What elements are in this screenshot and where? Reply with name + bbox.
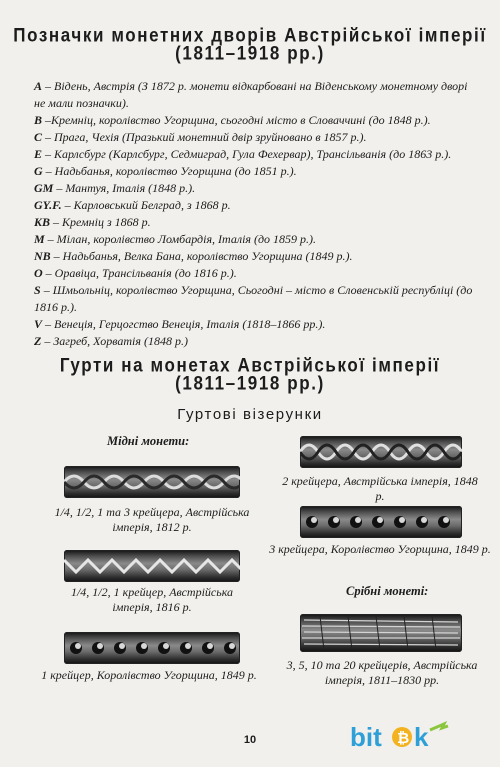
section-2-title: Гурти на монетах Австрійської імперії xyxy=(59,354,441,377)
mint-entry xyxy=(34,282,474,316)
page-number: 10 xyxy=(243,734,257,746)
mint-description: – Оравіца, Трансільванія (до 1816 р.). xyxy=(42,266,237,280)
mint-code: S xyxy=(34,283,41,297)
mint-code: Z xyxy=(34,334,42,348)
copper-coins-label: Мідні монети: xyxy=(107,434,190,448)
mint-entry xyxy=(34,163,474,180)
mint-code: GM xyxy=(34,181,54,195)
edge-image-silver-1811 xyxy=(300,614,462,652)
mint-code: G xyxy=(34,164,43,178)
mint-entry xyxy=(34,231,474,248)
mint-entry xyxy=(34,78,474,112)
mint-code: C xyxy=(34,130,43,144)
mint-description: – Прага, Чехія (Празький монетний двір зруйновано в 1857 р.). xyxy=(42,130,367,144)
edge-image-hungary-1849 xyxy=(300,506,462,538)
mint-code: A xyxy=(34,79,43,93)
caption-copper-1816: 1/4, 1/2, 1 крейцер, Австрійська імперія, 1816 р. xyxy=(70,585,234,614)
edge-patterns-subtitle: Гуртові візерунки xyxy=(177,406,323,423)
mint-description: – Шмьольніц, королівство Угорщина, Сьогодні – місто в Словенській республіці (до 1816 р.). xyxy=(34,283,473,314)
mint-description: – Надьбанья, Велка Бана, королівство Угорщина (1849 р.). xyxy=(50,249,353,263)
mint-code: GY.F. xyxy=(34,198,62,212)
svg-text:bit: bit xyxy=(350,722,382,752)
mint-description: – Кремніц з 1868 р. xyxy=(50,215,151,229)
section-1-years: (1811–1918 рр.) xyxy=(175,42,325,65)
caption-copper-1849: 1 крейцер, Королівство Угорщина, 1849 р. xyxy=(41,668,257,682)
mint-entry xyxy=(34,333,474,350)
mint-code: M xyxy=(34,232,45,246)
mint-entry xyxy=(34,197,474,214)
mint-code: V xyxy=(34,317,43,331)
mint-description: –Кремніц, королівство Угорщина, сьогодні місто в Словаччині (до 1848 р.). xyxy=(42,113,431,127)
mint-code: O xyxy=(34,266,43,280)
mint-description: – Карловський Белград, з 1868 р. xyxy=(61,198,231,212)
mint-code: E xyxy=(34,147,43,161)
edge-image-copper-1812 xyxy=(64,466,240,498)
mint-entry xyxy=(34,316,474,333)
mint-entry xyxy=(34,214,474,231)
mint-entry xyxy=(34,265,474,282)
svg-text:k: k xyxy=(414,722,429,752)
mint-entry xyxy=(34,146,474,163)
edge-image-copper-1849 xyxy=(64,632,240,664)
caption-copper-1848: 2 крейцера, Австрійська імперія, 1848 р. xyxy=(282,474,478,503)
bitok-logo[interactable] xyxy=(348,716,498,756)
mint-entry xyxy=(34,129,474,146)
edge-image-copper-1816 xyxy=(64,550,240,582)
mint-code: KB xyxy=(34,215,51,229)
mint-description: – Мілан, королівство Ломбардія, Італія (до 1859 р.). xyxy=(44,232,317,246)
silver-coins-label: Срібні монеті: xyxy=(346,584,429,598)
caption-silver-1811: 3, 5, 10 та 20 крейцерів, Австрійська імперія, 1811–1830 рр. xyxy=(286,658,478,687)
svg-text:₿: ₿ xyxy=(397,730,410,747)
section-2-years: (1811–1918 рр.) xyxy=(175,372,325,395)
mint-entry xyxy=(34,180,474,197)
mint-description: – Відень, Австрія (З 1872 р. монети відкарбовані на Віденському монетному дворі не мали позначки). xyxy=(34,79,468,110)
mint-code: B xyxy=(34,113,43,127)
mint-entry xyxy=(34,248,474,265)
caption-hungary-1849: 3 крейцера, Королівство Угорщина, 1849 р. xyxy=(269,542,491,556)
mint-code: NB xyxy=(34,249,51,263)
caption-copper-1812: 1/4, 1/2, 1 та 3 крейцера, Австрійська імперія, 1812 р. xyxy=(54,505,250,534)
mint-entry xyxy=(34,112,474,129)
mint-description: – Венеція, Герцогство Венеція, Італія (1818–1866 рр.). xyxy=(42,317,326,331)
mint-description: – Загреб, Хорватія (1848 р.) xyxy=(41,334,188,348)
section-1-title: Позначки монетних дворів Австрійської імперії xyxy=(13,24,487,47)
mint-description: – Мантуя, Італія (1848 р.). xyxy=(53,181,196,195)
mint-description: – Надьбанья, королівство Угорщина (до 1851 р.). xyxy=(42,164,297,178)
edge-image-copper-1848 xyxy=(300,436,462,468)
mint-description: – Карлсбург (Карлсбург, Седмиград, Гула Фехервар), Трансільванія (до 1863 р.). xyxy=(42,147,452,161)
